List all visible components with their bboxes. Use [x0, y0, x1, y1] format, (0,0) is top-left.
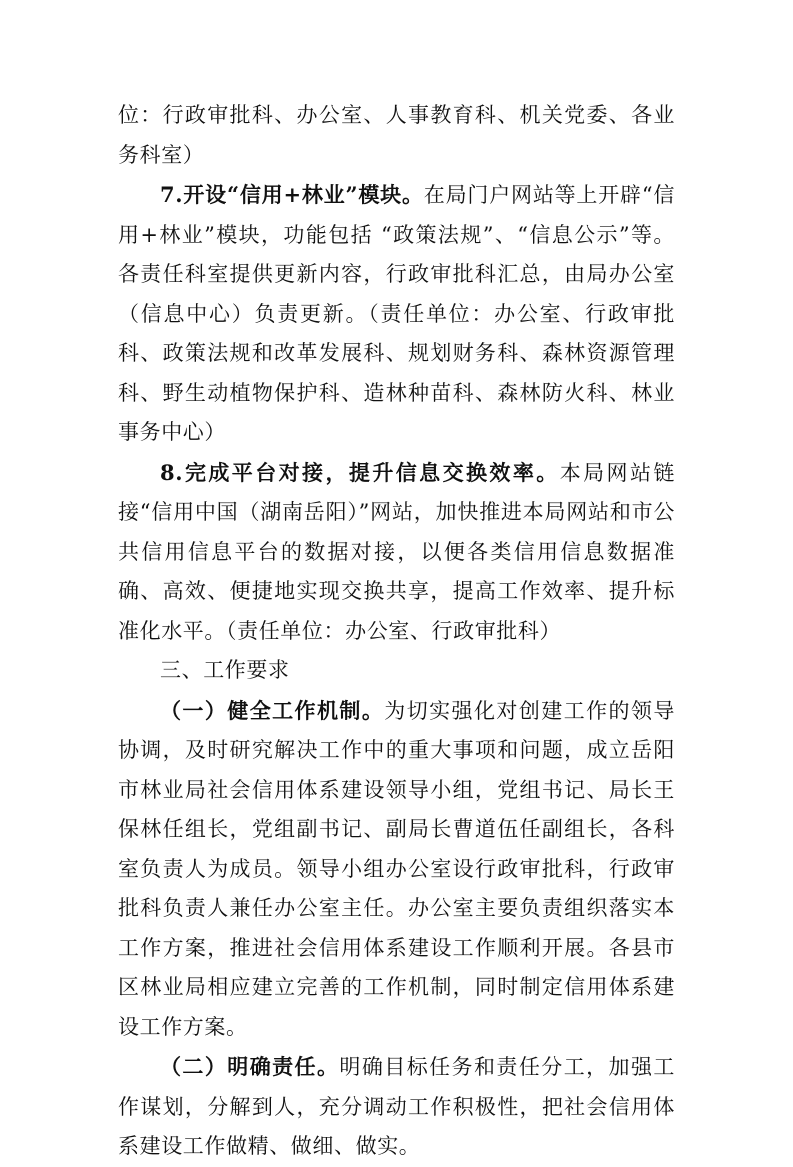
paragraph-item-8: [118, 453, 675, 652]
paragraph-item-7: [118, 175, 675, 453]
paragraph-text: 为切实强化对创建工作的领导协调，及时研究解决工作中的重大事项和问题，成立岳阳市林业局社会信用体系建设领导小组，党组书记、局长王保林任组长，党组副书记、副局长曹道伍任副组长，各科室负责人为成员。领导小组办公室设行政审批科，行政审批科负责人兼任办公室主任。办公室主要负责组织落实本工作方案，推进社会信用体系建设工作顺利开展。各县市区林业局相应建立完善的工作机制，同时制定信用体系建设工作方案。: [118, 698, 676, 1039]
paragraph-text: 明确目标任务和责任分工，加强工作谋划，分解到人，充分调动工作积极性，把社会信用体系建设工作做精、做细、做实。: [118, 1055, 675, 1158]
paragraph-lead: （一）健全工作机制。: [160, 697, 385, 723]
paragraph-continuation: [118, 96, 675, 175]
section-heading-text: 三、工作要求: [160, 658, 290, 682]
paragraph-lead: 8.完成平台对接，提升信息交换效率。: [160, 459, 560, 485]
paragraph-sub-1: [118, 691, 675, 1048]
section-heading: [118, 651, 675, 691]
paragraph-lead: （二）明确责任。: [160, 1054, 340, 1079]
paragraph-sub-2: [118, 1047, 675, 1167]
paragraph-text: 位：行政审批科、办公室、人事教育科、机关党委、各业务科室）: [118, 103, 675, 167]
paragraph-text: 在局门户网站等上开辟“信用+林业”模块，功能包括 “政策法规”、“信息公示”等。各责任科室提供更新内容，行政审批科汇总，由局办公室（信息中心）负责更新。（责任单位：办公室、行政审批科、政策法规和改革发展科、规划财务科、森林资源管理科、野生动植物保护科、造林种苗科、森林防火科、林业事务中心）: [118, 183, 676, 444]
paragraph-lead: 7.开设“信用+林业”模块。: [160, 182, 424, 207]
paragraph-text: 本局网站链接“信用中国（湖南岳阳）”网站，加快推进本局网站和市公共信用信息平台的数据对接，以便各类信用信息数据准确、高效、便捷地实现交换共享，提高工作效率、提升标准化水平。（责任单位：办公室、行政审批科）: [118, 460, 675, 643]
